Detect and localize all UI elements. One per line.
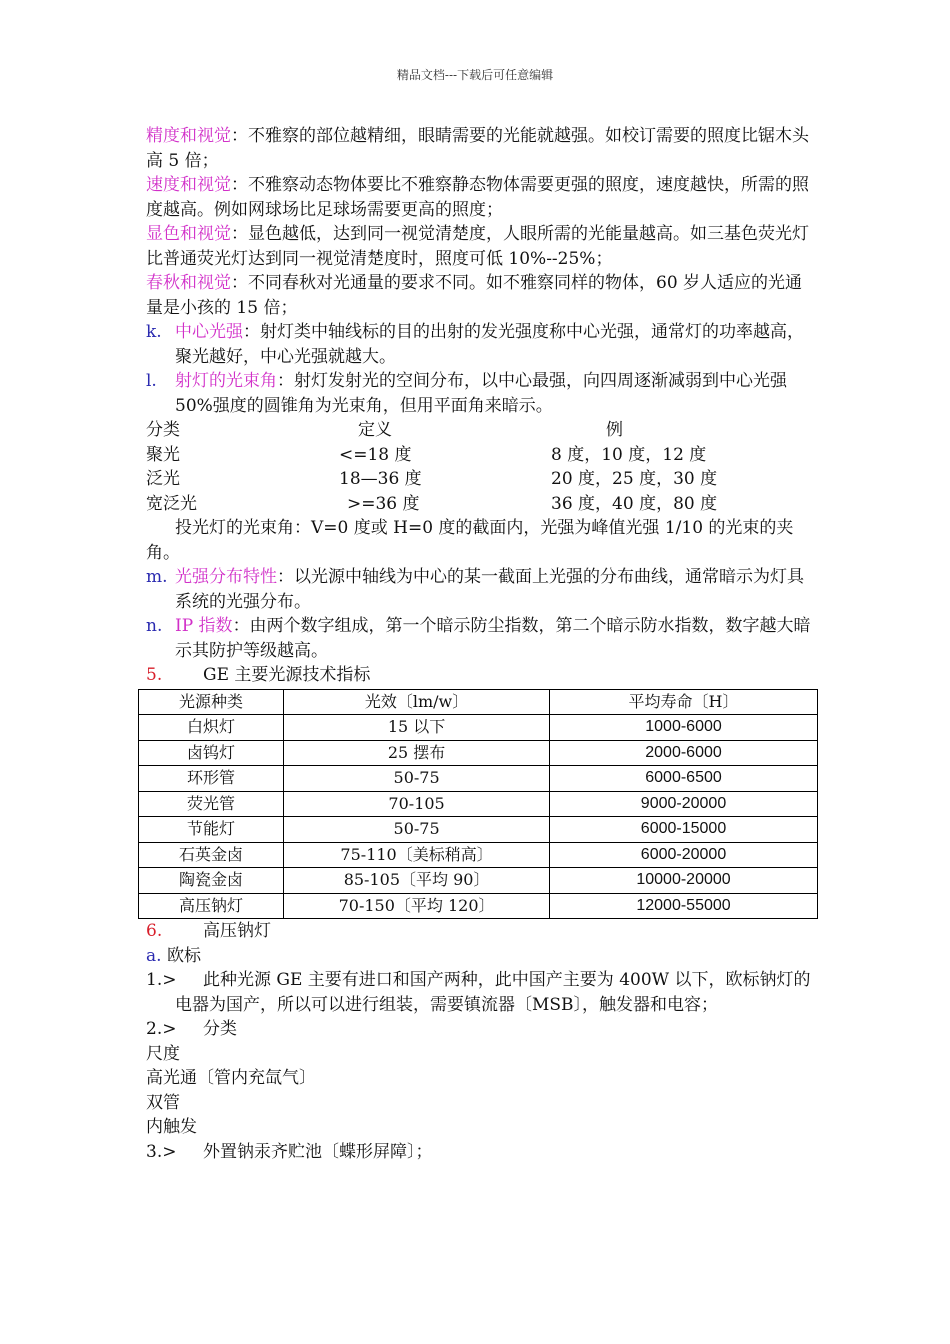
table-cell: 2000-6000 (550, 740, 818, 766)
table-header-row (139, 689, 818, 715)
item-text: ：以光源中轴线为中心的某一截面上光强的分布曲线，通常暗示为灯具系统的光强分布。 (175, 567, 804, 612)
item-text: ：由两个数字组成，第一个暗示防尘指数，第二个暗示防水指数，数字越大暗示其防护等级越高。 (175, 616, 811, 661)
point-1 (146, 968, 816, 1017)
category-line: 双管 (146, 1092, 180, 1113)
point-marker: 1.> (146, 970, 177, 990)
table-cell: 25 摆布 (284, 740, 550, 766)
section-6-heading (146, 919, 816, 944)
table-cell: 1000-6000 (550, 715, 818, 741)
table-cell: 6000-20000 (550, 842, 818, 868)
table-cell: 85-105〔平均 90〕 (284, 868, 550, 894)
term: IP 指数 (175, 616, 233, 636)
light-source-spec-table (138, 689, 818, 920)
paragraph-text: ：不雅察动态物体要比不雅察静态物体需要更强的照度，速度越快，所需的照度越高。例如网球场比足球场需要更高的照度； (146, 175, 809, 220)
table-cell: 6000-6500 (550, 766, 818, 792)
table-row (139, 868, 818, 894)
table-cell: 50-75 (284, 817, 550, 843)
point-2 (146, 1017, 816, 1042)
table-cell: 10000-20000 (550, 868, 818, 894)
table-header-cell: 光源种类 (139, 689, 284, 715)
term: 显色和视觉 (146, 224, 231, 244)
section-5-heading (146, 663, 816, 688)
cell: 分类 (146, 420, 180, 440)
list-marker: n. (146, 616, 163, 636)
paragraph-precision (146, 124, 816, 173)
cell: 聚光 (146, 444, 180, 465)
beam-table-row (146, 467, 816, 492)
cell: 宽泛光 (146, 493, 197, 514)
table-cell: 6000-15000 (550, 817, 818, 843)
list-marker: a. (146, 945, 162, 966)
category-line: 高光通〔管内充氙气〕 (146, 1068, 316, 1088)
list-item-l (146, 369, 816, 418)
cell: 泛光 (146, 469, 180, 489)
cell: 20 度，25 度，30 度 (551, 469, 718, 489)
category-line: 内触发 (146, 1117, 197, 1137)
sub-heading-a (146, 944, 816, 969)
term: 射灯的光束角 (175, 371, 277, 391)
list-marker: k. (146, 322, 162, 342)
table-cell: 荧光管 (139, 791, 284, 817)
list-item-k (146, 320, 816, 369)
paragraph-text: ：不同春秋对光通量的要求不同。如不雅察同样的物体，60 岁人适应的光通量是小孩的 15 倍； (146, 273, 803, 318)
section-number: 6. (146, 921, 163, 941)
table-cell: 70-150〔平均 120〕 (284, 893, 550, 919)
table-cell: 节能灯 (139, 817, 284, 843)
page-header: 精品文档---下载后可任意编辑 (396, 68, 554, 82)
category-line: 尺度 (146, 1043, 180, 1064)
section-number: 5. (146, 665, 163, 685)
table-cell: 白炽灯 (139, 715, 284, 741)
table-cell: 70-105 (284, 791, 550, 817)
point-text: 分类 (203, 1019, 237, 1039)
table-cell: 15 以下 (284, 715, 550, 741)
paragraph-text: ：显色越低，达到同一视觉清楚度，人眼所需的光能量越高。如三基色荧光灯比普通荧光灯达到同一视觉清楚度时，照度可低 10%--25%； (146, 224, 809, 269)
cell: >=36 度 (347, 493, 420, 514)
point-3 (146, 1140, 816, 1165)
note-text: 投光灯的光束角：V=0 度或 H=0 度的截面内，光强为峰值光强 1/10 的光束的夹角。 (146, 518, 794, 563)
cell: 36 度，40 度，80 度 (551, 493, 718, 514)
term: 光强分布特性 (175, 567, 277, 587)
paragraph-color-rendering (146, 222, 816, 271)
table-header-cell: 光效〔lm/w〕 (284, 689, 550, 715)
table-row (139, 740, 818, 766)
table-cell: 12000-55000 (550, 893, 818, 919)
term: 速度和视觉 (146, 175, 231, 195)
table-row (139, 715, 818, 741)
table-row (139, 791, 818, 817)
paragraph-age (146, 271, 816, 320)
cell: 定义 (358, 420, 392, 440)
table-header-cell: 平均寿命〔H〕 (550, 689, 818, 715)
cell: 18—36 度 (339, 469, 422, 489)
table-cell: 石英金卤 (139, 842, 284, 868)
table-cell: 环形管 (139, 766, 284, 792)
list-item-n (146, 614, 816, 663)
table-cell: 陶瓷金卤 (139, 868, 284, 894)
cell: 例 (606, 420, 623, 440)
section-title: 高压钠灯 (203, 921, 271, 941)
point-marker: 2.> (146, 1019, 177, 1039)
table-cell: 75-110〔美标稍高〕 (284, 842, 550, 868)
list-item-m (146, 565, 816, 614)
table-cell: 9000-20000 (550, 791, 818, 817)
term: 精度和视觉 (146, 126, 231, 146)
table-cell: 卤钨灯 (139, 740, 284, 766)
table-row (139, 817, 818, 843)
list-marker: l. (146, 371, 157, 391)
sub-heading-text: 欧标 (166, 945, 201, 966)
table-row (139, 766, 818, 792)
point-marker: 3.> (146, 1141, 177, 1162)
beam-table-row (146, 492, 816, 517)
table-row (139, 842, 818, 868)
cell: 8 度，10 度，12 度 (551, 444, 707, 465)
beam-angle-table (146, 418, 816, 516)
item-text: ：射灯发射光的空间分布，以中心最强，向四周逐渐减弱到中心光强 50%强度的圆锥角为光束角，但用平面角来暗示。 (175, 371, 787, 416)
term: 中心光强 (175, 322, 243, 342)
term: 春秋和视觉 (146, 273, 231, 293)
paragraph-speed (146, 173, 816, 222)
list-marker: m. (146, 567, 168, 587)
document-body (146, 124, 816, 1164)
beam-table-row (146, 443, 816, 468)
paragraph-text: ：不雅察的部位越精细，眼睛需要的光能就越强。如校订需要的照度比锯木头高 5 倍； (146, 126, 809, 171)
section-title: GE 主要光源技术指标 (203, 665, 371, 685)
beam-table-header (146, 418, 816, 443)
point-text: 外置钠汞齐贮池〔蝶形屏障〕； (203, 1141, 433, 1162)
floodlight-note (146, 516, 816, 565)
table-cell: 高压钠灯 (139, 893, 284, 919)
table-cell: 50-75 (284, 766, 550, 792)
table-row (139, 893, 818, 919)
cell: <=18 度 (339, 444, 412, 465)
point-text: 此种光源 GE 主要有进口和国产两种，此中国产主要为 400W 以下，欧标钠灯的电器为国产，所以可以进行组装，需要镇流器〔MSB〕，触发器和电容； (175, 970, 811, 1015)
item-text: ：射灯类中轴线标的目的出射的发光强度称中心光强，通常灯的功率越高，聚光越好，中心光强就越大。 (175, 322, 804, 367)
